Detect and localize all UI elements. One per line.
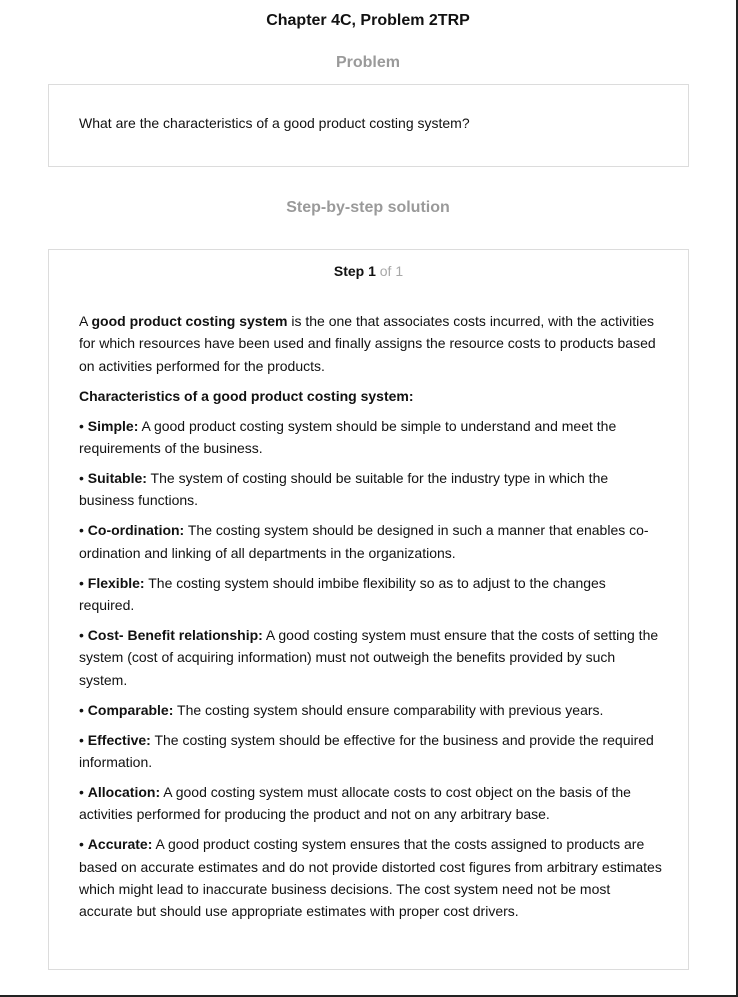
step-total: of 1 (379, 263, 404, 279)
bullet-text: A good product costing system ensures that the costs assigned to products are based on accurate estimates and do not provide distorted cost figures from arbitrary estimates which might lead to inaccurate business decisions. The cost system need not be most accurate but should use appropriate estimates with proper cost drivers. (79, 836, 662, 920)
problem-heading: Problem (335, 54, 400, 71)
page-title: Chapter 4C, Problem 2TRP (266, 12, 470, 29)
bullet-allocation: • Allocation: A good costing system must allocate costs to cost object on the basis of the activities performed for producing the product and not on any arbitrary base. (79, 783, 631, 823)
intro-text: is the one that associates costs incurred, with the activities for which resources have been used and finally assigns the resource costs to products based on activities performed for the products. (79, 313, 656, 374)
bullet-term: Suitable: (87, 469, 147, 486)
bullet-comparable: • Comparable: The costing system should ensure comparability with previous years. (79, 701, 604, 718)
bullet-text: The costing system should be designed in such a manner that enables co-ordination and linking of all departments in the organizations. (79, 522, 649, 561)
intro-paragraph (79, 310, 664, 377)
bullet-term: Comparable: (87, 701, 174, 718)
solution-heading: Step-by-step solution (286, 199, 450, 216)
bullet-coordination: • Co-ordination: The costing system should be designed in such a manner that enables co-ordination and linking of all departments in the organizations. (79, 522, 649, 561)
problem-box (48, 84, 689, 167)
bullet-term: Flexible: (87, 574, 145, 591)
bullet-text: The system of costing should be suitable for the industry type in which the business functions. (79, 469, 609, 509)
bullet-suitable: • Suitable: The system of costing should be suitable for the industry type in which the business functions. (79, 469, 609, 509)
bullet-accurate: • Accurate: A good product costing system ensures that the costs assigned to products are based on accurate estimates and do not provide distorted cost figures from arbitrary estimates which might lead to inaccurate business decisions. The cost system need not be most accurate but should use appropriate estimates with proper cost drivers. (79, 836, 662, 920)
characteristics-heading (79, 385, 664, 407)
characteristics-heading-text: Characteristics of a good product costing system: (79, 387, 414, 404)
step-number: Step 1 (333, 263, 376, 279)
bullet-simple: • Simple: A good product costing system should be simple to understand and meet the requirements of the business. (79, 417, 617, 457)
bullet-term: Effective: (87, 731, 151, 748)
bullet-term: Cost- Benefit relationship: (87, 626, 263, 643)
intro-prefix: A (79, 313, 92, 329)
bullet-cost-benefit: • Cost- Benefit relationship: A good costing system must ensure that the costs of setting the system (cost of acquiring information) must not outweigh the benefits provided by such system. (79, 626, 659, 688)
bullet-term: Allocation: (87, 783, 161, 800)
solution-content (79, 310, 664, 930)
bullet-text: A good costing system must allocate costs to cost object on the basis of the activities performed for producing the product and not on any arbitrary base. (79, 783, 631, 823)
intro-term: good product costing system (91, 313, 288, 329)
problem-text: What are the characteristics of a good product costing system? (79, 115, 470, 131)
bullet-term: Co-ordination: (87, 522, 185, 539)
step-indicator (49, 263, 688, 279)
bullet-term: Simple: (87, 417, 139, 434)
bullet-effective: • Effective: The costing system should be effective for the business and provide the required information. (79, 731, 654, 770)
bullet-text: The costing system should ensure comparability with previous years. (173, 701, 604, 718)
bullet-text: The costing system should imbibe flexibility so as to adjust to the changes required. (79, 574, 606, 613)
bullet-flexible: • Flexible: The costing system should imbibe flexibility so as to adjust to the changes required. (79, 574, 606, 613)
bullet-term: Accurate: (87, 836, 153, 853)
bullet-text: A good costing system must ensure that the costs of setting the system (cost of acquiring information) must not outweigh the benefits provided by such system. (79, 626, 659, 688)
bullet-text: A good product costing system should be simple to understand and meet the requirements of the business. (79, 417, 617, 457)
solution-box (48, 249, 689, 970)
bullet-text: The costing system should be effective for the business and provide the required information. (79, 731, 654, 770)
